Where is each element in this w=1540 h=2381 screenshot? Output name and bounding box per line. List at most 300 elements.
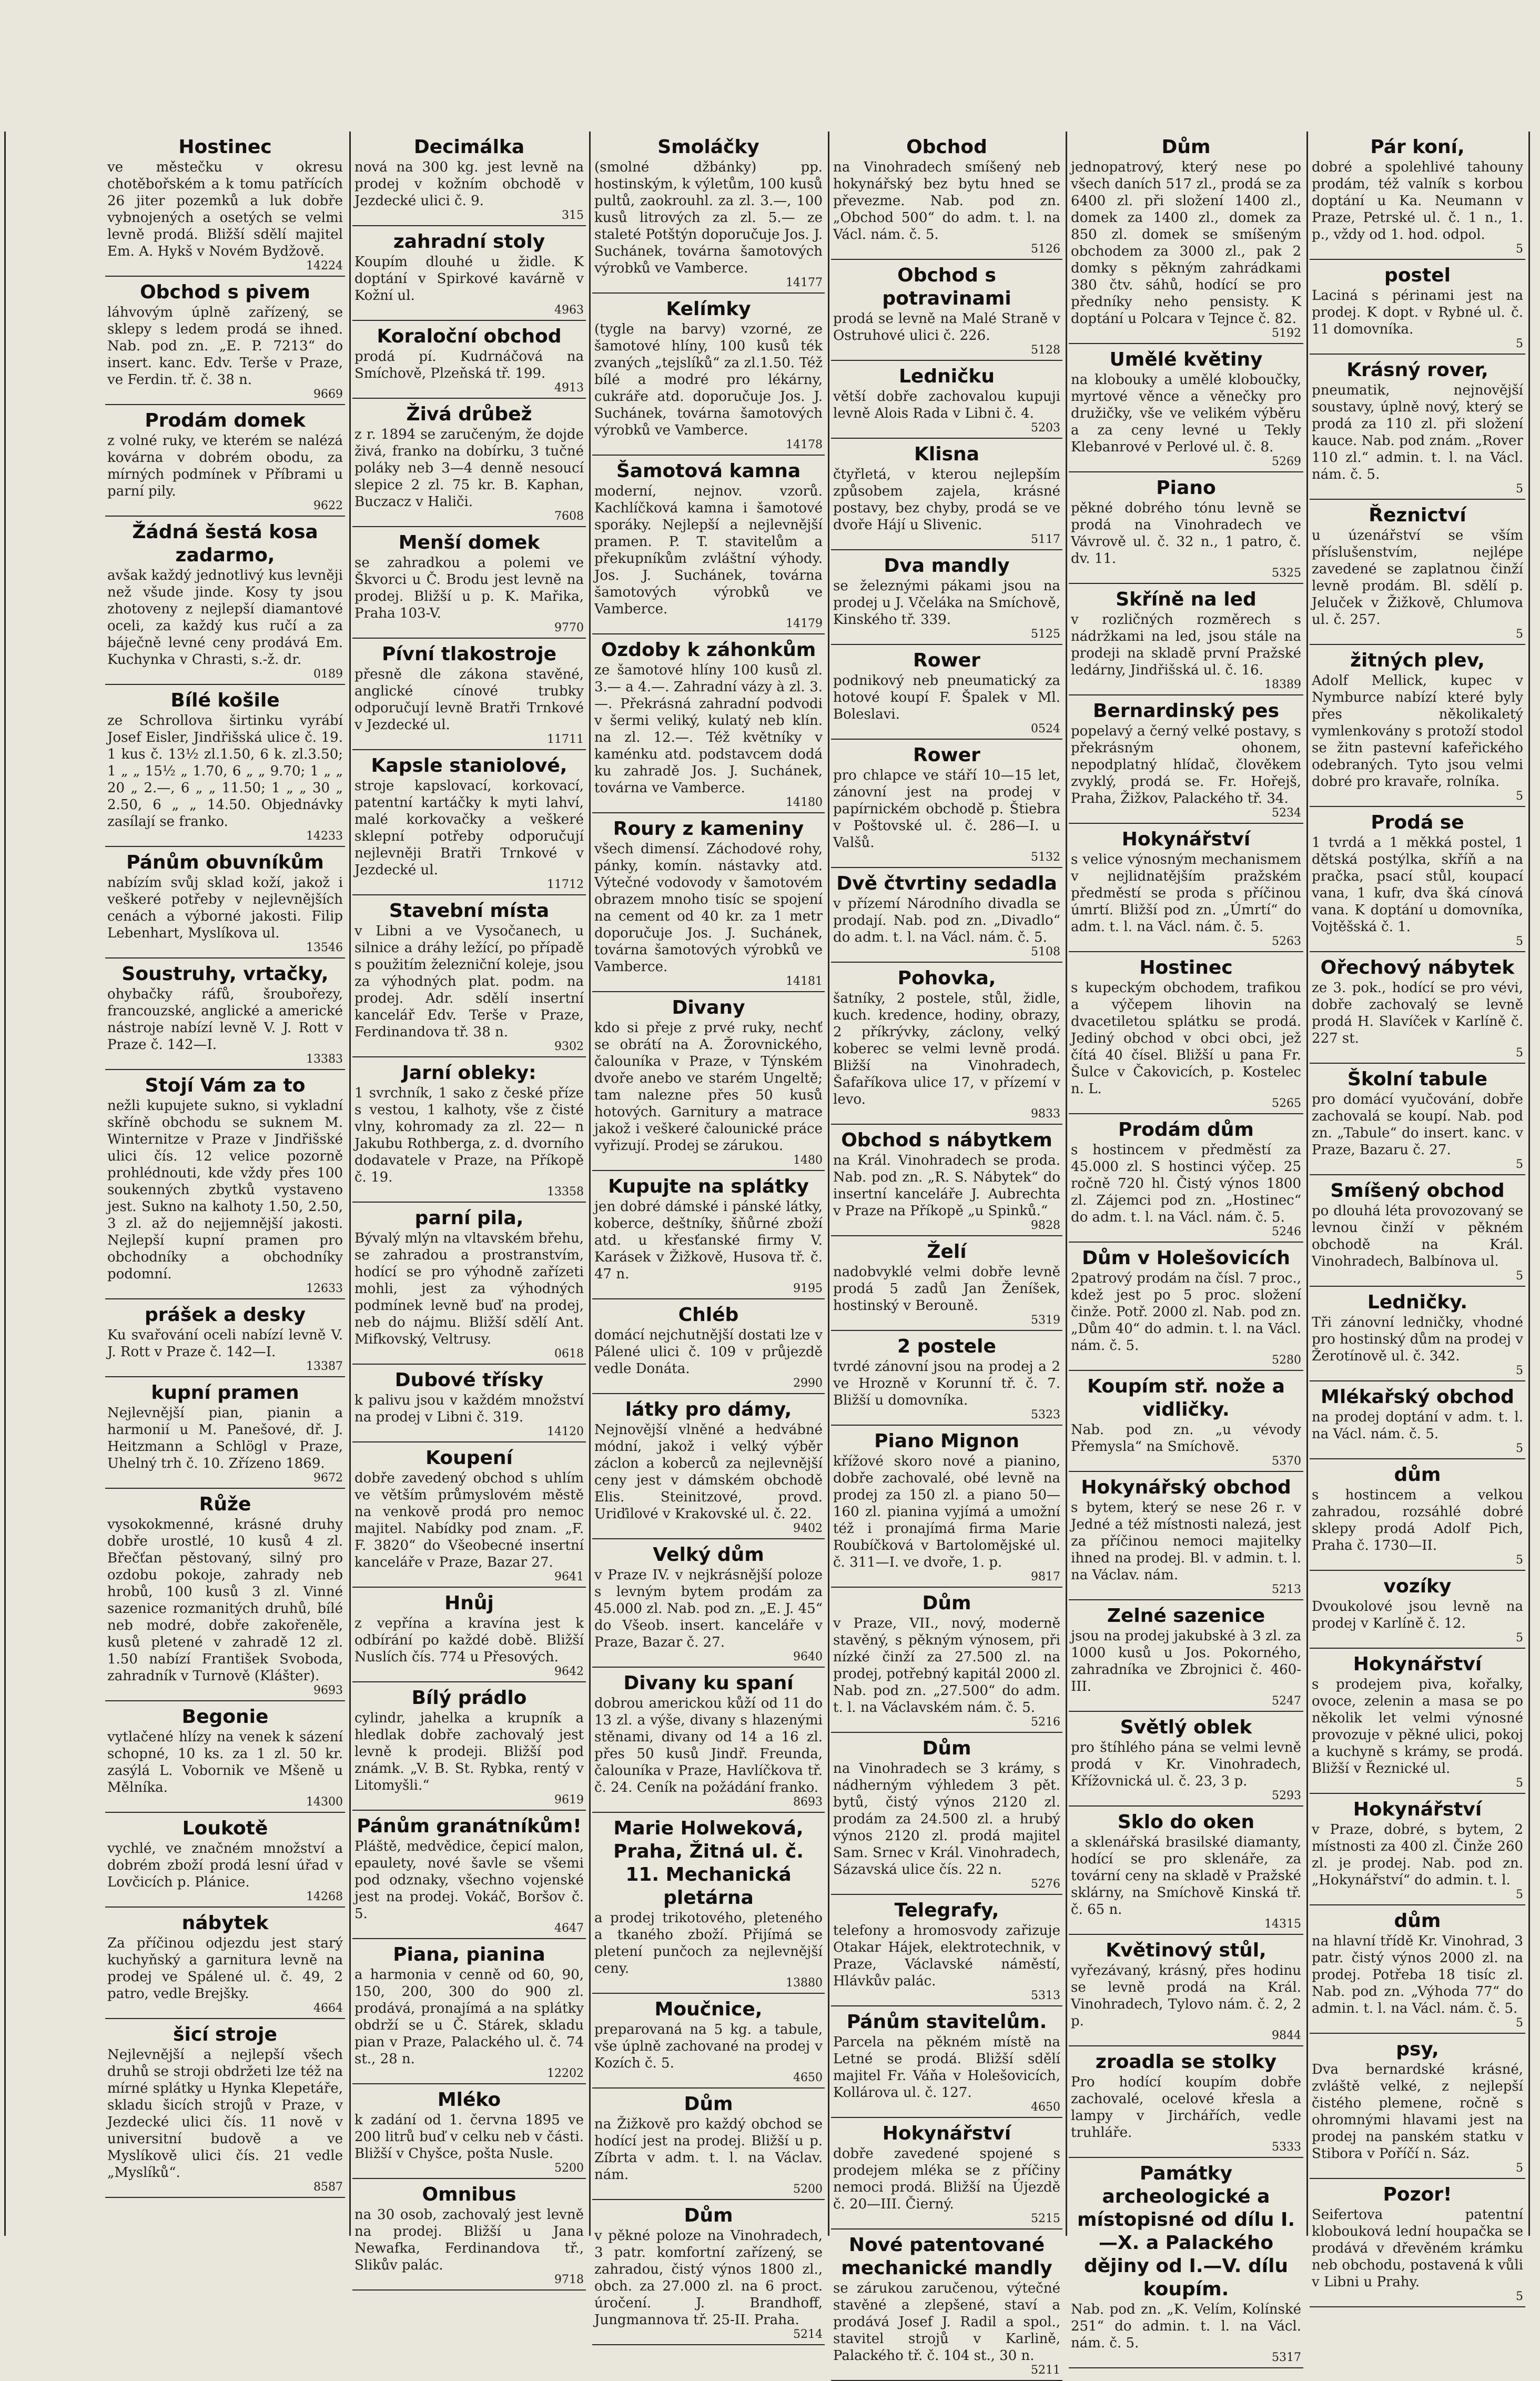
classified-ad <box>352 531 586 639</box>
ad-number: 5 <box>1516 628 1523 641</box>
ad-body: Tři zánovní ledničky, vhodné pro hostinský dům na prodej v Žerotínově ul. č. 342. <box>1312 1315 1523 1364</box>
ad-number: 4913 <box>554 381 584 395</box>
ad-headline: Dům <box>684 2205 733 2226</box>
classified-ad <box>352 1687 586 1811</box>
ad-number: 315 <box>562 209 584 222</box>
ad-body: vychlé, ve značném množství a dobrém zboží prodá lesní úřad v Lovčicích p. Plánice. <box>107 1841 343 1890</box>
ad-number: 4650 <box>1031 2101 1060 2114</box>
ad-column-2 <box>352 136 586 2286</box>
ad-number: 14179 <box>786 617 823 630</box>
ad-body: pneumatik, nejnovější soustavy, úplně nový, který se prodá za 110 zl. při složení kauce. Nab. pod znám. „Rover 110 zl.“ admin. t. l. na Václ. nám. č. 5. <box>1312 382 1523 482</box>
ad-headline: Piana, pianina <box>393 1944 545 1965</box>
ad-body: pěkné dobrého tónu levně se prodá na Vinohradech ve Vávrově ul. č. 32 n., 1 patro, č. dv. 11. <box>1071 500 1301 567</box>
ad-headline: Divany <box>672 997 745 1018</box>
ad-headline: Piano <box>1156 477 1216 499</box>
classified-ad <box>1069 1939 1303 2046</box>
ad-number: 9622 <box>313 499 343 512</box>
classified-ad <box>1069 136 1303 344</box>
ad-body: s hostincem a velkou zahradou, rozsáhlé dobré sklepy prodá Adolf Pich, Praha č. 1730—II. <box>1312 1487 1523 1553</box>
ad-headline: Želí <box>927 1241 967 1263</box>
classified-ad <box>592 298 825 456</box>
classified-ad <box>592 1672 825 1813</box>
classified-ad <box>1069 1716 1303 1807</box>
ad-number: 5263 <box>1272 935 1301 948</box>
classified-ad <box>592 2204 825 2345</box>
ad-headline: látky pro dámy, <box>625 1399 792 1420</box>
classified-ad <box>352 1592 586 1682</box>
ad-body: ohybačky ráfů, šroubořezy, francouzské, anglické a americké nástroje nabízí levně V. J. Rott v Praze č. 142—I. <box>107 986 343 1053</box>
ad-body: u úzenářství se vším příslušenstvím, nejlépe zavedené se zaplatnou činží levně prodám. Bl. sdělí p. Jeluček v Žižkově, Chlumova ul. č. 257. <box>1312 528 1523 628</box>
ad-body: telefony a hromosvody zařizuje Otakar Hájek, elektrotechnik, v Praze, Václavské náměstí, Hlávkův palác. <box>833 1923 1060 1989</box>
ad-body: cylindr, jahelka a krupník a hledlak dobře zachovalý jest levně k prodeji. Bližší pod známk. „V. B. St. Rybka, rentý v Litomyšli.“ <box>354 1710 584 1793</box>
ad-number: 9302 <box>554 1040 584 1053</box>
ad-headline: Ořechový nábytek <box>1320 957 1515 978</box>
ad-number: 12633 <box>306 1282 343 1295</box>
ad-body: a harmonia v cenně od 60, 90, 150, 200, 300 do 900 zl. prodává, pronajímá a na splátky obdrží se u Č. Stárek, skladu pian v Praze, Palackého ul. č. 74 st., 28 n. <box>354 1967 584 2067</box>
classified-ad <box>352 900 586 1057</box>
ad-headline: Mléko <box>437 2089 501 2111</box>
ad-headline: Rower <box>913 744 980 766</box>
ad-headline: Květinový stůl, <box>1106 1940 1267 1961</box>
classified-ad <box>831 554 1062 645</box>
ad-number: 14233 <box>306 830 343 843</box>
ad-number: 5 <box>1516 1553 1523 1567</box>
ad-body: Parcela na pěkném místě na Letné se prodá. Bližší sdělí majitel Fr. Váňa v Holešovicích, Kollárova ul. č. 127. <box>833 2034 1060 2101</box>
classified-ad <box>105 1304 345 1377</box>
classified-ad <box>1310 1653 1525 1794</box>
ad-headline: nábytek <box>181 1912 269 1934</box>
ad-number: 4664 <box>313 2002 343 2015</box>
ad-number: 5192 <box>1272 327 1301 340</box>
ad-headline: Sklo do oken <box>1117 1811 1255 1833</box>
ad-body: v Praze, VII., nový, moderně stavěný, s pěkným výnosem, při nízké činží za 27.500 zl. na prodej, potřebný kapitál 2000 zl. Nab. pod zn. „27.500“ do adm. t. l. na Václavském nám. č. 5. <box>833 1616 1060 1716</box>
ad-headline: Pánům granátníkům! <box>357 1815 582 1837</box>
ad-number: 9693 <box>313 1684 343 1697</box>
ad-body: šatníky, 2 postele, stůl, židle, kuch. kredence, hodiny, obrazy, 2 příkrývky, záclony, velký koberec se velmi levně prodá. Bližší na Vinohradech, Šafaříkova ulice 17, v přízemí v levo. <box>833 991 1060 1107</box>
ad-headline: vozíky <box>1383 1576 1452 1597</box>
ad-number: 9718 <box>554 2273 584 2286</box>
ad-body: na 30 osob, zachovalý jest levně na prodej. Bližší u Jana Newafka, Ferdinandova tř., Slikův palác. <box>354 2207 584 2273</box>
ad-number: 7608 <box>554 510 584 523</box>
ad-headline: Hnůj <box>444 1592 494 1614</box>
classified-ad <box>1310 136 1525 260</box>
ad-body: Za příčinou odjezdu jest starý kuchyňský a garnitura levně na prodej ve Spálené ul. č. 49, 2 patro, vedle Brejšky. <box>107 1935 343 2002</box>
ad-body: pro chlapce ve stáří 10—15 let, zánovní jest na prodej v papírnickém obchodě p. Štiebra v Poštovské ul. č. 286—I. u Valšů. <box>833 768 1060 851</box>
ad-body: moderní, nejnov. vzorů. Kachlíčková kamna i šamotové sporáky. Nejlepší a nejlevnější pramen. P. T. stavitelům a překupníkům zvláštní výhody. Jos. J. Suchánek, továrna šamotových výrobků ve Vamberce. <box>594 483 823 617</box>
ad-body: a prodej trikotového, pleteného a tkaného zboží. Přijímá se pletení punčoch za nejlevnější ceny. <box>594 1910 823 1976</box>
classified-ad <box>1310 2038 1525 2179</box>
ad-headline: Begonie <box>181 1706 269 1728</box>
ad-column-4 <box>831 136 1062 2377</box>
ad-body: s velice výnosným mechanismem v nejlidnatějším pražském předměstí se proda s příčinou úmrtí. Bližší pod zn. „Úmrtí“ do adm. t. l. na Václ. nám. č. 5. <box>1071 852 1301 935</box>
ad-body: vysokokmenné, krásné druhy dobře urostlé, 10 kusů 4 zl. Břečťan pěstovaný, silný pro ozdobu pokoje, zahrady neb hrobů, 100 kusů 3 zl. Vinné sazenice rozmanitých druhů, bílé neb modré, dobře zakořeněle, kusů pletené v zahradě 12 zl. 1.50 nabízí František Svoboda, zahradník v Turnově (Klášter). <box>107 1517 343 1684</box>
classified-ad <box>592 460 825 634</box>
ad-number: 5 <box>1516 1777 1523 1790</box>
classified-ad <box>831 872 1062 963</box>
ad-number: 14181 <box>786 975 823 988</box>
ad-number: 11711 <box>547 733 584 746</box>
ad-number: 5276 <box>1031 1878 1060 1891</box>
ad-number: 9640 <box>793 1650 823 1663</box>
ad-number: 5203 <box>1031 421 1060 435</box>
ad-headline: Obchod s pivem <box>140 281 310 303</box>
ad-body: 2patrový prodám na čísl. 7 proc., kdež jest po 5 proc. složení činže. Potř. 2000 zl. Nab. pod zn. „Dům 40“ do admin. t. l. na Václ. nám. č. 5. <box>1071 1270 1301 1354</box>
ad-headline: Bernardinský pes <box>1092 700 1279 722</box>
ad-number: 5 <box>1516 790 1523 803</box>
ad-number: 5108 <box>1031 945 1060 959</box>
classified-ad <box>592 136 825 294</box>
ad-number: 4650 <box>793 2071 823 2084</box>
ad-number: 9833 <box>1031 1107 1060 1121</box>
classified-ad <box>831 365 1062 439</box>
ad-headline: Pohovka, <box>897 967 996 989</box>
ad-headline: Skříně na led <box>1116 589 1257 610</box>
ad-body: stroje kapslovací, korkovací, patentní kartáčky k myti lahví, malé korkovačky a veškeré sklepní potřeby odporučují nejlevněji Bratři Trnkové v Jezdecké ul. <box>354 778 584 878</box>
classified-ad <box>352 2183 586 2291</box>
classified-ad <box>105 521 345 685</box>
ad-headline: prášek a desky <box>145 1304 306 1326</box>
classified-ad <box>831 1335 1062 1426</box>
classified-ad <box>352 325 586 399</box>
classified-ad <box>352 1369 586 1442</box>
ad-body: pro domácí vyučování, dobře zachovalá se koupí. Nab. pod zn. „Tabule“ do insert. kanc. v Praze, Bazaru č. 27. <box>1312 1092 1523 1158</box>
column-rule <box>1528 132 1530 2236</box>
ad-headline: Bílý prádlo <box>411 1687 527 1709</box>
ad-body: ve městečku v okresu chotěbořském a k tomu patřících 26 jiter pozemků a luk dobře vybnojených a osetých se velmi levně prodá. Bližší sdělí majitel Em. A. Hykš v Novém Bydžově. <box>107 159 343 259</box>
ad-number: 14120 <box>547 1425 584 1438</box>
ad-body: v rozličných rozměrech s nádržkami na led, jsou stále na prodeji na skladě první Pražské ledárny, Jindřišská ul. č. 16. <box>1071 612 1301 678</box>
classified-ad <box>831 1129 1062 1236</box>
ad-headline: Hokynářství <box>1121 829 1251 850</box>
ad-number: 5 <box>1516 1364 1523 1377</box>
ad-number: 5 <box>1516 1269 1523 1283</box>
ad-body: Seifertova patentní klobouková lední houpačka se prodává v dřevěném krámku neb obchodu, postavená k vůli v Libni u Prahy. <box>1312 2207 1523 2290</box>
ad-number: 5293 <box>1272 1789 1301 1802</box>
ad-headline: Památky archeologické a místopisné od dílu I.—X. a Palackého dějiny od I.—V. dílu koupím. <box>1077 2163 1295 2300</box>
ad-body: preparovaná na 5 kg. a tabule, vše úplně zachované na prodej v Kozích č. 5. <box>594 2022 823 2071</box>
ad-number: 5333 <box>1272 2141 1301 2154</box>
ad-body: dobré a spolehlivé tahouny prodám, též valník s korbou doptání u Ka. Neumann v Praze, Petrské ul. č. 1 n., 1. p., vždy od 1. hod. odpol. <box>1312 159 1523 243</box>
ad-headline: Piano Mignon <box>874 1430 1019 1452</box>
ad-body: jsou na prodej jakubské à 3 zl. za 1000 kusů u Jos. Pokorného, zahradníka ve Zbrojnici č. 460-III. <box>1071 1628 1301 1694</box>
ad-headline: Prodám dům <box>1118 1119 1254 1141</box>
ad-headline: Rower <box>913 650 980 671</box>
classified-ad <box>1069 477 1303 584</box>
ad-body: Dvoukolové jsou levně na prodej v Karlíně č. 12. <box>1312 1599 1523 1631</box>
ad-body: láhvovým úplně zařízený, se sklepy s ledem prodá se ihned. Nab. pod zn. „E. P. 7213“ do insert. kanc. Edv. Terše v Praze, ve Ferdin. tř. č. 38 n. <box>107 305 343 388</box>
ad-headline: Koupím stř. nože a vidličky. <box>1087 1376 1285 1420</box>
ad-column-3 <box>592 136 825 2341</box>
classified-ad <box>831 1592 1062 1733</box>
ad-body: vyřezávaný, krásný, přes hodinu se levně prodá na Král. Vinohradech, Tylovo nám. č. 2, 2 p. <box>1071 1963 1301 2029</box>
ad-body: Nab. pod zn. „K. Velím, Kolínské 251“ do admin. t. l. na Václ. nám. č. 5. <box>1071 2302 1301 2351</box>
classified-ad <box>1310 1464 1525 1571</box>
ad-body: Bývalý mlýn na vltavském břehu, se zahradou a prostranstvím, hodící se pro výhodně zařízeti mohli, jest za výhodných podmínek levně buď na prodej, neb do nájmu. Bližší sdělí Ant. Mifkovský, Veltrusy. <box>354 1230 584 1347</box>
ad-body: k palivu jsou v každém množství na prodej v Libni č. 319. <box>354 1393 584 1425</box>
ad-number: 13880 <box>786 1976 823 1990</box>
ad-body: jen dobré dámské i pánské látky, koberce, deštníky, šňůrné zboží atd. u křesťanské firmy V. Karásek v Žižkově, Husova tř. č. 47 n. <box>594 1199 823 1282</box>
classified-ad <box>1310 1068 1525 1175</box>
ad-body: kdo si přeje z prvé ruky, nechť se obrátí na A. Žorovnického, čalouníka v Praze, v Týnském dvoře anebo ve starém Ungeltě; tam nalezne přes 50 kusů hotových. Garnitury a matrace jakož i veškeré čalounické práce vyřizují. Prodej se zárukou. <box>594 1020 823 1154</box>
ad-body: Laciná s périnami jest na prodej. K dopt. v Rybné ul. č. 11 domovníka. <box>1312 288 1523 337</box>
ad-body: větší dobře zachovalou kupuji levně Alois Rada v Libni č. 4. <box>833 389 1060 421</box>
ad-number: 9828 <box>1031 1219 1060 1232</box>
ad-headline: Menší domek <box>398 532 540 553</box>
column-rule <box>1066 132 1067 2236</box>
ad-number: 8693 <box>793 1795 823 1809</box>
classified-ad <box>352 1447 586 1588</box>
ad-body: na hlavní třídě Kr. Vinohrad, 3 patr. čistý výnos 2000 zl. na prodej. Potřeba 18 tisíc zl. Nab. pod zn. „Výhoda 77“ do admin. t. l. na Václ. nám. č. 5. <box>1312 1933 1523 2016</box>
ad-headline: Mlékařský obchod <box>1321 1386 1514 1408</box>
ad-number: 5247 <box>1272 1694 1301 1708</box>
ad-headline: Ozdoby k záhonkům <box>601 639 816 661</box>
ad-headline: Decimálka <box>413 136 525 158</box>
ad-body: z volné ruky, ve kterém se nalézá kovárna v dobrém obodu, za mírných podmínek v Příbrami u parní pily. <box>107 433 343 499</box>
ad-body: domácí nejchutnější dostati lze v Pálené ulici č. 109 v průjezdě vedle Donáta. <box>594 1327 823 1377</box>
classified-ad <box>592 1817 825 1994</box>
classified-ad <box>1310 1179 1525 1287</box>
ad-number: 5 <box>1516 935 1523 948</box>
classified-ad <box>1069 348 1303 472</box>
ad-headline: Obchod s nábytkem <box>841 1129 1052 1151</box>
ad-body: na Vinohradech se 3 krámy, s nádherným výhledem 3 pět. bytů, čistý výnos 2120 zl. prodám za 24.500 zl. a hrubý výnos 2120 zl. prodá majitel Sam. Srnec v Král. Vinohradech, Sázavská ulice čís. 22 n. <box>833 1761 1060 1878</box>
ad-headline: Prodám domek <box>145 410 306 431</box>
ad-headline: Kapsle staniolové, <box>371 755 568 776</box>
ad-number: 14268 <box>306 1890 343 1903</box>
ad-number: 5317 <box>1272 2351 1301 2364</box>
ad-body: na Král. Vinohradech se proda. Nab. pod zn. „R. S. Nábytek“ do insertní kanceláře J. Aubrechta v Praze na Příkopě „u Spinků.“ <box>833 1153 1060 1219</box>
ad-headline: Živá drůbež <box>406 403 532 425</box>
ad-number: 5126 <box>1031 243 1060 256</box>
ad-headline: Kupujte na splátky <box>608 1176 809 1197</box>
ad-number: 5 <box>1516 1158 1523 1171</box>
ad-number: 14300 <box>306 1795 343 1809</box>
ad-number: 9672 <box>313 1471 343 1485</box>
classified-ad <box>1310 1386 1525 1459</box>
ad-headline: Dům <box>922 1592 971 1614</box>
ad-body: dobře zavedené spojené s prodejem mléka se z příčiny nemoci prodá. Bližší na Újezdě č. 20—III. Čierný. <box>833 2146 1060 2212</box>
ad-number: 5 <box>1516 337 1523 350</box>
ad-number: 5234 <box>1272 806 1301 820</box>
ad-headline: postel <box>1384 265 1451 286</box>
ad-number: 5 <box>1516 482 1523 496</box>
ad-body: se zárukou zaručenou, výtečné stavěné a zlepšené, staví a prodává Josef J. Radil a spol., stavitel strojů v Karlině, Palackého tř. č. 104 st., 30 n. <box>833 2281 1060 2364</box>
ad-number: 4963 <box>554 304 584 317</box>
ad-number: 5200 <box>554 2162 584 2175</box>
ad-number: 13546 <box>306 941 343 954</box>
ad-headline: Marie Holweková, Praha, Žitná ul. č. 11. Mechanická pletárna <box>613 1818 804 1909</box>
classified-ad <box>592 818 825 992</box>
column-rule <box>349 132 351 2236</box>
ad-number: 11712 <box>547 878 584 891</box>
classified-ad <box>1310 1798 1525 1905</box>
classified-ad <box>831 1899 1062 2006</box>
classified-ad <box>352 2089 586 2179</box>
classified-ad <box>592 996 825 1171</box>
classified-ad <box>1069 700 1303 824</box>
ad-number: 9669 <box>313 388 343 401</box>
ad-number: 13383 <box>306 1053 343 1066</box>
classified-ad <box>831 1240 1062 1331</box>
classified-ad <box>831 649 1062 740</box>
ad-body: pro štíhlého pána se velmi levně prodá v Kr. Vinohradech, Křížovnická ul. č. 23, 3 p. <box>1071 1740 1301 1789</box>
ad-body: Pro hodící koupím dobře zachovalé, ocelové křesla a lampy v Jirchářích, vedle truhláře. <box>1071 2074 1301 2141</box>
classified-ad <box>831 2122 1062 2229</box>
classified-ad <box>1069 588 1303 695</box>
ad-body: z r. 1894 se zaručeným, že dojde živá, franko na dobírku, 3 tučné poláky neb 3—4 denně nesoucí slepice 2 zl. 75 kr. B. Kaphan, Buczacz v Haliči. <box>354 427 584 510</box>
ad-headline: Stavební místa <box>389 900 550 922</box>
classified-ad <box>105 1074 345 1299</box>
ad-headline: Hokynářství <box>882 2123 1011 2144</box>
ad-body: čtyřletá, v kterou nejlepším způsobem zajela, krásné postavy, bez chyby, prodá se ve dvoře Hájí u Slivenic. <box>833 467 1060 533</box>
ad-body: v Praze IV. v nejkrásnější poloze s levným bytem prodám za 45.000 zl. Nab. pod zn. „E. J. 45“ do Všeob. insert. kanceláře v Praze, Bazar č. 27. <box>594 1567 823 1650</box>
classified-ad <box>105 851 345 959</box>
ad-number: 13387 <box>306 1360 343 1373</box>
ad-number: 5132 <box>1031 851 1060 864</box>
column-rule <box>589 132 591 2236</box>
ad-body: s prodejem piva, kořalky, ovoce, zelenin a masa se po několik let velmi výnosné provozuje v pěkné ulici, pokoj a kuchyně s krámy, se prodá. Bližší v Řeznické ul. <box>1312 1677 1523 1777</box>
ad-number: 9817 <box>1031 1570 1060 1583</box>
ad-headline: Hokynářství <box>1353 1653 1482 1675</box>
classified-ad <box>105 1817 345 1908</box>
ad-headline: dům <box>1394 1910 1441 1932</box>
ad-headline: Smoláčky <box>657 136 759 158</box>
classified-ad <box>105 136 345 277</box>
classified-ad <box>352 754 586 895</box>
ad-headline: psy, <box>1396 2039 1439 2060</box>
classified-ad <box>592 1543 825 1668</box>
classified-ad <box>831 2011 1062 2118</box>
ad-headline: Pozor! <box>1383 2184 1452 2205</box>
classified-ad <box>105 1912 345 2019</box>
top-margin <box>0 0 1540 132</box>
ad-number: 5246 <box>1272 1225 1301 1238</box>
classified-ad <box>831 967 1062 1125</box>
classified-ad <box>105 281 345 405</box>
ad-number: 5 <box>1516 1631 1523 1644</box>
ad-body: 1 svrchník, 1 sako z české příze s vestou, 1 kalhoty, vše z čisté vlny, kohromady za zl. 22— n Jakubu Rothberga, z. d. dvorního dodavatele v Praze, na Příkopě č. 19. <box>354 1085 584 1185</box>
ad-body: Koupím dlouhé u židle. K doptání v Spirkové kavárně v Kožní ul. <box>354 254 584 304</box>
ad-body: se zahradkou a polemi ve Škvorci u Č. Brodu jest levně na prodej. Bližší u p. K. Mařika, Praha 103-V. <box>354 555 584 621</box>
ad-headline: Smíšený obchod <box>1330 1180 1505 1202</box>
ad-body: nabízím svůj sklad koží, jakož i veškeré potřeby v nejlevnějších cenách a výborné jakosti. Filip Lebenhart, Myslíkova ul. <box>107 875 343 941</box>
ad-number: 12202 <box>547 2067 584 2080</box>
ad-number: 18389 <box>1264 678 1301 691</box>
ad-body: nežli kupujete sukno, si vykladní skříně obchodu se suknem M. Winternitze v Praze v Jindřišské ulici čís. 12 velice pozorně prohlédnouti, kde vždy přes 100 soukenných zbytků vystaveno jest. Sukno na kalhoty 1.50, 2.50, 3 zl. až do nejjemnější jakosti. Nejlepší kupní pramen pro obchodníky a obchodníky podomní. <box>107 1098 343 1282</box>
ad-headline: kupní pramen <box>151 1382 299 1404</box>
ad-number: 5325 <box>1272 567 1301 580</box>
ad-headline: Jarní obleky: <box>402 1062 536 1084</box>
ad-number: 1480 <box>793 1154 823 1167</box>
ad-body: dobře zavedený obchod s uhlím ve větším průmyslovém městě na venkově prodá pro nemoc majitel. Nabídky pod znam. „F. F. 3820“ do Všeobecné insertní kanceláře v Praze, Bazar 27. <box>354 1470 584 1570</box>
classified-ad <box>1069 1605 1303 1712</box>
classified-ad <box>1069 956 1303 1114</box>
ad-number: 9619 <box>554 1793 584 1807</box>
classified-ad <box>1069 1118 1303 1243</box>
ad-headline: Pánům stavitelům. <box>846 2011 1047 2033</box>
ad-headline: Omnibus <box>422 2184 516 2205</box>
classified-ad <box>831 264 1062 361</box>
ad-headline: Koupení <box>425 1447 513 1469</box>
classified-ad <box>105 1381 345 1489</box>
ad-body: v Praze, dobré, s bytem, 2 místnosti za 400 zl. Činže 260 zl. je prodej. Nab. pod zn. „Hokynářství“ do admin. t. l. <box>1312 1822 1523 1888</box>
ad-body: na Vinohradech smíšený neb hokynářský bez bytu hned se převezme. Nab. pod zn. „Obchod 500“ do adm. t. l. na Václ. nám. č. 5. <box>833 159 1060 243</box>
ad-headline: Divany ku spaní <box>623 1672 794 1694</box>
ad-body: v Libni a ve Vysočanech, u silnice a dráhy ležící, po případě s použitím železniční koleje, jsou za výhodných plat. podm. na prodej. Adr. sdělí insertní kancelář Edv. Terše v Praze, Ferdinandova tř. 38 n. <box>354 923 584 1040</box>
ad-headline: Pánům obuvníkům <box>126 852 324 873</box>
classified-ad <box>105 1493 345 1701</box>
ad-number: 5319 <box>1031 1314 1060 1327</box>
ad-body: všech dimensí. Záchodové rohy, pánky, komín. nástavky atd. Výtečné vodovody v šamotovém obrazem mnoho tisíc se spojení na cement od 40 kr. za 1 metr doporučuje Jos. J. Suchánek, továrna šamotových výrobků ve Vamberce. <box>594 841 823 975</box>
ad-body: Nejnovější vlněné a hedvábné módní, jakož i velký výběr záclon a koberců za nejlevnější ceny jest v dámském obchodě Elis. Steinitzové, provd. Uriďilové v Krakovské ul. č. 22. <box>594 1422 823 1522</box>
ad-number: 5128 <box>1031 344 1060 357</box>
ad-body: prodá se levně na Malé Straně v Ostruhové ulici č. 226. <box>833 311 1060 344</box>
ad-number: 5370 <box>1272 1455 1301 1468</box>
ad-body: podnikový neb pneumatický za hotové koupí F. Špalek v Ml. Boleslavi. <box>833 673 1060 722</box>
ad-headline: 2 postele <box>897 1336 996 1357</box>
ad-headline: Moučnice, <box>654 1999 763 2020</box>
ad-headline: Hostinec <box>1139 957 1233 978</box>
column-rule <box>1306 132 1308 2236</box>
ad-headline: Pár koní, <box>1370 136 1465 158</box>
ad-body: (smolné džbánky) pp. hostinským, k výletům, 100 kusů pultů, zaokrouhl. za zl. 3.—, 100 kusů litrových za zl. 5.— ze staleté Potštýn doporučuje Jos. J. Suchánek, továrna šamotových výrobků ve Vamberce. <box>594 159 823 276</box>
ad-body: po dlouhá léta provozovaný se levnou činží v pěkném obchodě na Král. Vinohradech, Balbínova ul. <box>1312 1203 1523 1269</box>
classified-ad <box>1069 1811 1303 1935</box>
classified-ad <box>1069 1375 1303 1472</box>
ad-body: (tygle na barvy) vzorné, ze šamotové hlíny, 100 kusů ték zvaných „tejslíků“ za zl.1.50. Též bílé a modré pro lékárny, cukráře atd. doporučuje Jos. J. Suchánek, továrna šamotových výrobků ve Vamberce. <box>594 321 823 438</box>
ad-headline: Hokynářský obchod <box>1081 1477 1291 1498</box>
ad-headline: Hokynářství <box>1353 1799 1482 1820</box>
classified-ad <box>1310 359 1525 500</box>
classified-ad <box>105 1706 345 1813</box>
ad-headline: zroadla se stolky <box>1095 2051 1277 2073</box>
column-rule <box>828 132 829 2236</box>
ad-body: vytlačené hlízy na venek k sázení schopné, 10 ks. za 1 zl. 50 kr. zasýlá L. Vobornik ve Mšeně u Mělníka. <box>107 1729 343 1795</box>
ad-body: Pláště, medvědice, čepicí malon, epaulety, nové šavle se všemi pod odznaky, všechno vojenské jest na prodej. Vokáč, Boršov č. 5. <box>354 1839 584 1922</box>
ad-headline: Hostinec <box>178 136 272 158</box>
ad-body: tvrdé zánovní jsou na prodej a 2 ve Hrozně v Korunní tř. č. 7. Bližší u domovníka. <box>833 1359 1060 1408</box>
classified-ad <box>1069 1247 1303 1371</box>
classified-ad <box>352 230 586 321</box>
ad-headline: Ledničku <box>898 366 995 387</box>
classified-ad <box>1310 504 1525 645</box>
ad-headline: Prodá se <box>1371 812 1464 833</box>
ad-body: s hostincem v předměstí za 45.000 zl. S hostinci výčep. 25 ročně 720 hl. Čistý výnos 1800 zl. Zájemci pod zn. „Hostinec“ do adm. t. l. na Václ. nám. č. 5. <box>1071 1142 1301 1225</box>
ad-headline: Kelímky <box>666 298 751 320</box>
ad-body: z vepřína a kravína jest k odbírání po každé době. Bližší Nuslích čís. 774 u Přesových. <box>354 1616 584 1665</box>
ad-number: 9844 <box>1272 2029 1301 2042</box>
ad-body: přesně dle zákona stavěné, anglické cínové trubky odporučují levně Bratři Trnkové v Jezdecké ul. <box>354 667 584 733</box>
ad-number: 5313 <box>1031 1989 1060 2002</box>
ad-column-1 <box>105 136 345 2235</box>
ad-number: 5215 <box>1031 2212 1060 2225</box>
ad-number: 5200 <box>793 2183 823 2196</box>
ad-body: nová na 300 kg. jest levně na prodej v kožním obchodě v Jezdecké ulici č. 9. <box>354 159 584 209</box>
ad-number: 5213 <box>1272 1583 1301 1596</box>
ad-number: 5269 <box>1272 455 1301 468</box>
ad-number: 5265 <box>1272 1097 1301 1110</box>
classified-ad <box>592 1304 825 1394</box>
classified-ad <box>1069 828 1303 952</box>
ad-number: 5323 <box>1031 1408 1060 1421</box>
ad-headline: Ledničky. <box>1367 1292 1468 1313</box>
ad-number: 5 <box>1516 1888 1523 1901</box>
ad-number: 14315 <box>1264 1918 1301 1931</box>
ad-headline: Velký dům <box>653 1544 764 1566</box>
ad-number: 9195 <box>793 1282 823 1295</box>
ad-headline: Nové patentované mechanické mandly <box>841 2234 1052 2279</box>
classified-ad <box>352 1943 586 2084</box>
